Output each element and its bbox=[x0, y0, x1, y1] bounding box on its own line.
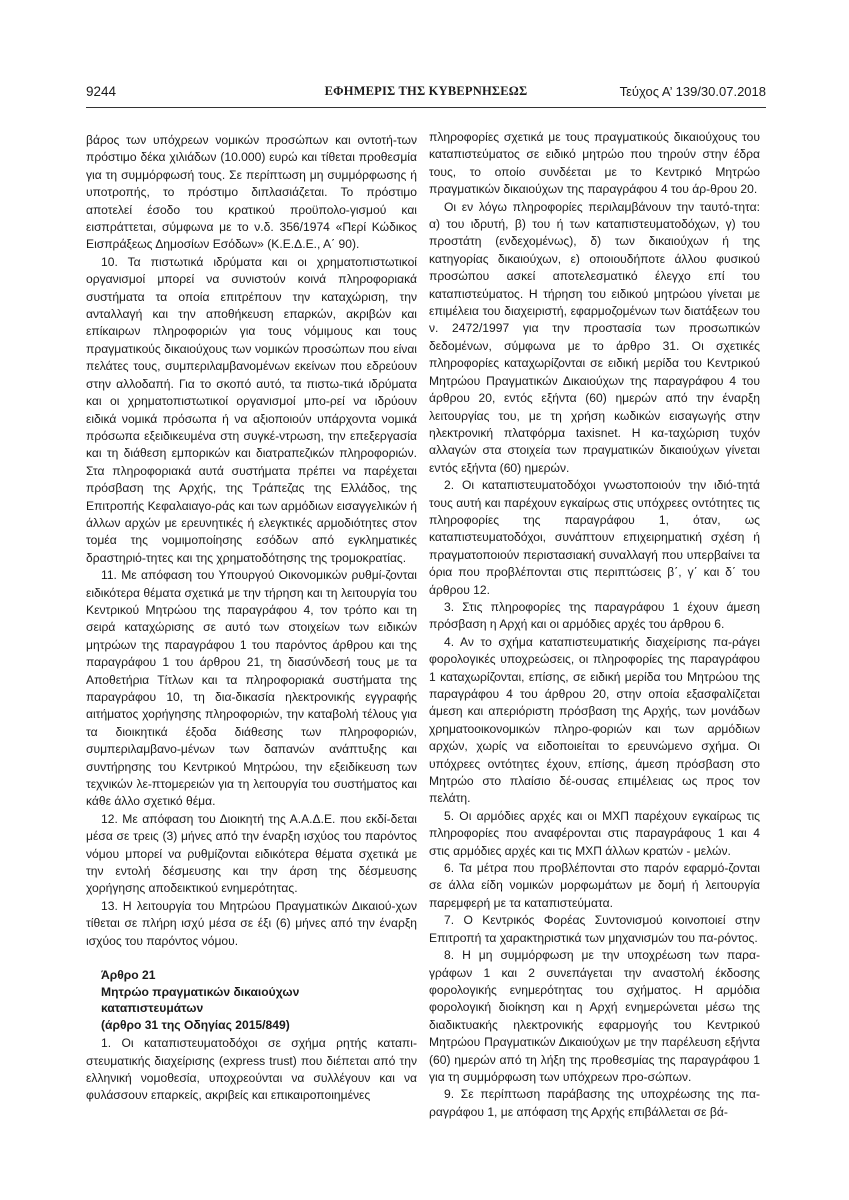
paragraph-10: 10. Τα πιστωτικά ιδρύματα και οι χρηματοπιστωτικοί οργανισμοί μπορεί να συνιστούν κοινά πληροφοριακά συστήματα τα οποία επιτρέπουν την καταχώριση, την ανταλλαγή και την αποθήκευση επαρκών, ακριβών και επίκαιρων πληροφοριών για τους νόμιμους και τους πραγματικούς δικαιούχους των νομικών προσώπων που είναι πελάτες τους, συμπεριλαμβανομένων εκείνων που εδρεύουν στην αλλοδαπή. Για το σκοπό αυτό, τα πιστω-τικά ιδρύματα και οι χρηματοπιστωτικοί οργανισμοί μπο-ρεί να ιδρύουν ειδικά νομικά πρόσωπα ή να αξιοποιούν υπάρχοντα νομικά πρόσωπα εξειδικευμένα στη συγκέ-ντρωση, την επεξεργασία και τη διάθεση εμπορικών και διατραπεζικών πληροφοριών. Στα πληροφοριακά αυτά συστήματα πρέπει να παρέχεται πρόσβαση της Αρχής, της Τράπεζας της Ελλάδος, της Επιτροπής Κεφαλαιαγο-ράς και των αρμόδιων εισαγγελικών ή άλλων αρχών με ερευνητικές ή ελεγκτικές αρμοδιότητες στον τομέα της νομιμοποίησης εσόδων από εγκληματικές δραστηριό-τητες και της χρηματοδότησης της τρομοκρατίας. bbox=[86, 254, 417, 565]
left-column bbox=[86, 132, 417, 1105]
article-21-heading bbox=[101, 967, 417, 1033]
paragraph-9: 9. Σε περίπτωση παράβασης της υποχρέωσης της πα-ραγράφου 1, με απόφαση της Αρχής επιβάλλεται σε βά- bbox=[429, 1087, 760, 1119]
paragraph-continued: βάρος των υπόχρεων νομικών προσώπων και οντοτή-των πρόστιμο δέκα χιλιάδων (10.000) ευρώ και τίθεται προθεσμία για τη συμμόρφωσή τους. Σε περίπτωση μη συμμόρφωσης ή υποτροπής, το πρόστιμο διπλασιάζεται. Το πρόστιμο αποτελεί έσοδο του κρατικού προϋπολο-γισμού και εισπράττεται, σύμφωνα με το ν.δ. 356/1974 «Περί Κώδικος Εισπράξεως Δημοσίων Εσόδων» (Κ.Ε.Δ.Ε., Α΄ 90). bbox=[86, 133, 417, 252]
page-header bbox=[86, 84, 766, 106]
paragraph-information: Οι εν λόγω πληροφορίες περιλαμβάνουν την ταυτό-τητα: α) του ιδρυτή, β) του ή των καταπιστευματοδόχων, γ) του προστάτη (ενδεχομένως), δ) των δικαιούχων ή της κατηγορίας δικαιούχων, ε) οποιουδήποτε άλλου φυσικού προσώπου ασκεί αποτελεσματικό έλεγχο επί του καταπιστεύματος. Η τήρηση του ειδικού μητρώου γίνεται με επιμέλεια του διαχειριστή, εφαρμοζομένων των διατάξεων του ν. 2472/1997 για την προστασία των προσωπικών δεδομένων, σύμφωνα με το άρθρο 31. Οι σχετικές πληροφορίες καταχωρίζονται σε ειδική μερίδα του Κεντρικού Μητρώου Πραγματικών Δικαιούχων της παραγράφου 4 του άρθρου 20, εντός εξήντα (60) ημερών από την έναρξη λειτουργίας του, με τη χρήση κωδικών εισαγωγής στην ηλεκτρονική πλατφόρμα taxisnet. Η κα-ταχώριση τυχόν αλλαγών στα στοιχεία των πραγματικών δικαιούχων γίνεται εντός εξήντα (60) ημερών. bbox=[429, 199, 760, 475]
header-divider bbox=[86, 107, 766, 108]
paragraph-2: 2. Οι καταπιστευματοδόχοι γνωστοποιούν την ιδιό-τητά τους αυτή και παρέχουν εγκαίρως στις υπόχρεες οντότητες τις πληροφορίες της παραγράφου 1, όταν, ως καταπιστευματοδόχοι, συνάπτουν επιχειρηματική σχέση ή πραγματοποιούν περιστασιακή συναλλαγή που υπερβαίνει τα όρια που προβλέπονται στις περιπτώσεις β΄, γ΄ και δ΄ του άρθρου 12. bbox=[429, 478, 760, 597]
article-title-line-2: καταπιστευμάτων bbox=[101, 1001, 204, 1016]
article-number: Άρθρο 21 bbox=[101, 968, 156, 983]
right-column bbox=[429, 129, 760, 1121]
paragraph-6: 6. Τα μέτρα που προβλέπονται στο παρόν εφαρμό-ζονται σε άλλα είδη νομικών μορφωμάτων με δομή ή λειτουργία παρεμφερή με τα καταπιστεύματα. bbox=[429, 861, 760, 910]
paragraph-continued: πληροφορίες σχετικά με τους πραγματικούς δικαιούχους του καταπιστεύματος σε ειδικό μητρώο που τηρούν στην έδρα τους, το οποίο συνδέεται με το Κεντρικό Μητρώο πραγματικών δικαιούχων της παραγράφου 4 του άρ-θρου 20. bbox=[429, 130, 760, 197]
article-21-paragraph-1: 1. Οι καταπιστευματοδόχοι σε σχήμα ρητής καταπι-στευματικής διαχείρισης (express trust) που διέπεται από την ελληνική νομοθεσία, υποχρεούνται να συλλέγουν και να φυλάσσουν επαρκείς, ακριβείς και επικαιροποιημένες bbox=[86, 1036, 417, 1103]
paragraph-3: 3. Στις πληροφορίες της παραγράφου 1 έχουν άμεση πρόσβαση η Αρχή και οι αρμόδιες αρχές του άρθρου 6. bbox=[429, 599, 760, 632]
paragraph-7: 7. Ο Κεντρικός Φορέας Συντονισμού κοινοποιεί στην Επιτροπή τα χαρακτηριστικά των μηχανισμών του πα-ρόντος. bbox=[429, 913, 760, 945]
paragraph-5: 5. Οι αρμόδιες αρχές και οι ΜΧΠ παρέχουν εγκαίρως τις πληροφορίες που αναφέρονται στις παραγράφους 1 και 4 στις αρμόδιες αρχές και τις ΜΧΠ άλλων κρατών - μελών. bbox=[429, 808, 760, 858]
journal-title: ΕΦΗΜΕΡΙΣ ΤΗΣ ΚΥΒΕΡΝΗΣΕΩΣ bbox=[324, 84, 528, 98]
paragraph-11: 11. Με απόφαση του Υπουργού Οικονομικών ρυθμί-ζονται ειδικότερα θέματα σχετικά με την τήρηση και τη λειτουργία του Κεντρικού Μητρώου της παραγράφου 4, τον τρόπο και τη σειρά καταχώρισης σε αυτό των στοιχείων των ειδικών μητρώων της παραγράφου 1 του παρόντος άρθρου και της παραγράφου 1 του άρθρου 21, τη διασύνδεσή τους με τα Αποθετήρια Τίτλων και τα πληροφοριακά συστήματα της παραγράφου 10, τη δια-δικασία ηλεκτρονικής εγγραφής αιτήματος χορήγησης πληροφοριών, την καταβολή τέλους για τα διοικητικά έξοδα διάθεσης των πληροφοριών, συμπεριλαμβανο-μένων των δαπανών ανάπτυξης και συντήρησης του Κεντρικού Μητρώου, την εξειδίκευση των τεχνικών λε-πτομερειών για τη λειτουργία του συστήματος και κάθε άλλο σχετικό θέμα. bbox=[86, 568, 417, 809]
issue-reference: Τεύχος Α’ 139/30.07.2018 bbox=[619, 84, 766, 99]
page-number: 9244 bbox=[86, 84, 117, 99]
article-title-line-1: Μητρώο πραγματικών δικαιούχων bbox=[101, 984, 300, 999]
paragraph-12: 12. Με απόφαση του Διοικητή της Α.Α.Δ.Ε. που εκδί-δεται μέσα σε τρεις (3) μήνες από την έναρξη ισχύος του παρόντος νόμου μπορεί να ρυθμίζονται ειδικότερα θέματα σχετικά με την εντολή δέσμευσης και την άρση της δέσμευσης χορήγησης αποδεικτικού ενημερότητας. bbox=[86, 811, 417, 896]
paragraph-8: 8. Η μη συμμόρφωση με την υποχρέωση των παρα-γράφων 1 και 2 συνεπάγεται την αναστολή έκδοσης φορολογικής ενημερότητας του σχήματος. Η αρμόδια φορολογική διοίκηση και η Αρχή ενημερώνεται μέσω της διαδικτυακής ηλεκτρονικής εφαρμογής του Κεντρικού Μητρώου Πραγματικών Δικαιούχων με την παρέλευση εξήντα (60) ημερών από τη λήξη της προθεσμίας της παραγράφου 1 για τη συμμόρφωση των υπόχρεων προ-σώπων. bbox=[429, 948, 760, 1084]
paragraph-4: 4. Αν το σχήμα καταπιστευματικής διαχείρισης πα-ράγει φορολογικές υποχρεώσεις, οι πληροφορίες της παραγράφου 1 καταχωρίζονται, επίσης, σε ειδική μερίδα του Μητρώου της παραγράφου 4 του άρθρου 20, στην οποία εξασφαλίζεται άμεση και απεριόριστη πρόσβαση της Αρχής, των μονάδων χρηματοοικονομικών πληρο-φοριών και των αρμόδιων αρχών, χωρίς να ειδοποιείται το ερευνώμενο σχήμα. Οι υπόχρεες οντότητες έχουν, επίσης, άμεση πρόσβαση στο Μητρώο στο πλαίσιο δέ-ουσας επιμέλειας ως προς τον πελάτη. bbox=[429, 634, 760, 806]
paragraph-13: 13. Η λειτουργία του Μητρώου Πραγματικών Δικαιού-χων τίθεται σε πλήρη ισχύ μέσα σε έξι (6) μήνες από την έναρξη ισχύος του παρόντος νόμου. bbox=[86, 898, 417, 948]
article-source-reference: (άρθρο 31 της Οδηγίας 2015/849) bbox=[101, 1017, 290, 1032]
